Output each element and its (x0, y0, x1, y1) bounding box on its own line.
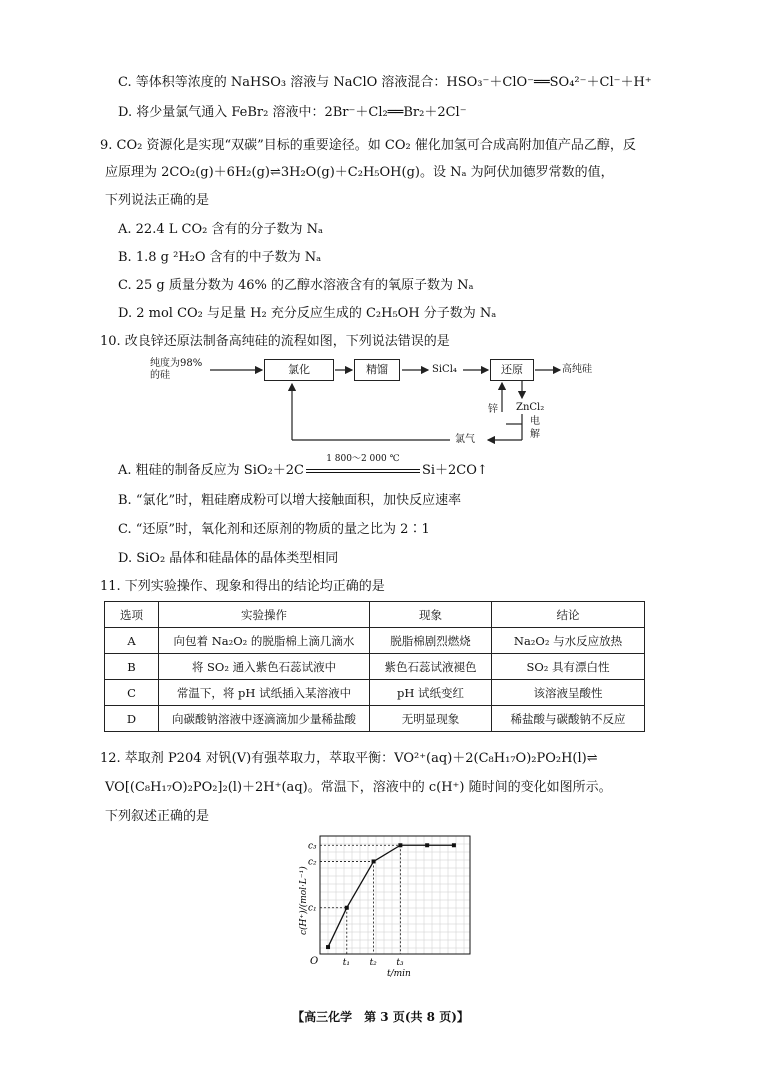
reaction-condition: 1 800～2 000 ℃ (326, 454, 400, 464)
flow-output: 高纯硅 (562, 364, 592, 375)
cell-operation: 向包着 Na₂O₂ 的脱脂棉上滴几滴水 (159, 628, 370, 654)
q8-option-c: C. 等体积等浓度的 NaHSO₃ 溶液与 NaClO 溶液混合：HSO₃⁻＋ClO⁻══SO₄²⁻＋Cl⁻＋H⁺ (118, 75, 652, 90)
chart-ticks (308, 841, 404, 968)
table-header-row (105, 602, 645, 628)
table-row (105, 706, 645, 732)
cell-operation: 向碳酸钠溶液中逐滴滴加少量稀盐酸 (159, 706, 370, 732)
chart-point (372, 859, 376, 863)
cell-phenomenon: 紫色石蕊试液褪色 (370, 654, 492, 680)
q9-stem-line2: 应原理为 2CO₂(g)＋6H₂(g)⇌3H₂O(g)＋C₂H₅OH(g)。设 Nₐ 为阿伏加德罗常数的值， (105, 165, 614, 180)
reaction-condition-arrow (304, 454, 422, 480)
chart-origin-label: O (310, 956, 319, 967)
x-tick-label: t₂ (369, 958, 377, 968)
table-row (105, 680, 645, 706)
cell-conclusion: SO₂ 具有漂白性 (492, 654, 645, 680)
flow-electrolysis-1: 电 (530, 416, 540, 427)
flow-box-distillation: 精馏 (354, 359, 400, 381)
q12-stem-line1: 12. 萃取剂 P204 对钒(Ⅴ)有强萃取力，萃取平衡：VO²⁺(aq)＋2(C₈H₁₇O)₂PO₂H(l)⇌ (100, 751, 598, 766)
flow-electrolysis-2: 解 (530, 429, 540, 440)
q9-stem-line1: 9. CO₂ 资源化是实现“双碳”目标的重要途径。如 CO₂ 催化加氢可合成高附加值产品乙醇，反 (100, 138, 636, 153)
q12-stem-line3: 下列叙述正确的是 (105, 809, 210, 824)
chart-point (452, 843, 456, 847)
chart-point (425, 843, 429, 847)
q11-stem: 11. 下列实验操作、现象和得出的结论均正确的是 (100, 579, 385, 594)
cell-conclusion: 稀盐酸与碳酸钠不反应 (492, 706, 645, 732)
hplus-time-chart (296, 828, 482, 978)
chart-point (326, 945, 330, 949)
q10-option-d: D. SiO₂ 晶体和硅晶体的晶体类型相同 (118, 551, 339, 566)
header-operation: 实验操作 (159, 602, 370, 628)
q10-option-a (118, 454, 488, 480)
chart-x-label: t/min (387, 969, 411, 978)
q10-option-b: B. “氯化”时，粗硅磨成粉可以增大接触面积，加快反应速率 (118, 493, 462, 508)
q10-stem: 10. 改良锌还原法制备高纯硅的流程如图，下列说法错误的是 (100, 334, 450, 349)
chart-y-label: c(H⁺)/(mol·L⁻¹) (299, 866, 309, 935)
process-flowchart (150, 352, 620, 452)
header-conclusion: 结论 (492, 602, 645, 628)
chart-points (326, 843, 456, 949)
q9-option-b: B. 1.8 g ²H₂O 含有的中子数为 Nₐ (118, 250, 322, 265)
flow-input-line1: 纯度为98% (150, 358, 203, 369)
table-row (105, 628, 645, 654)
table-row (105, 654, 645, 680)
header-option: 选项 (105, 602, 159, 628)
flow-zinc: 锌 (488, 404, 498, 415)
q9-option-d: D. 2 mol CO₂ 与足量 H₂ 充分反应生成的 C₂H₅OH 分子数为 Nₐ (118, 306, 497, 321)
flow-sicl4: SiCl₄ (432, 364, 457, 375)
page-footer: 【高三化学 第 3 页(共 8 页)】 (292, 1010, 469, 1024)
q8-option-d: D. 将少量氯气通入 FeBr₂ 溶液中：2Br⁻＋Cl₂══Br₂＋2Cl⁻ (118, 105, 467, 120)
q10-option-a-rhs: Si＋2CO↑ (421, 463, 488, 478)
cell-phenomenon: 脱脂棉剧烈燃烧 (370, 628, 492, 654)
q10-option-c: C. “还原”时，氧化剂和还原剂的物质的量之比为 2∶1 (118, 522, 430, 537)
x-tick-label: t₃ (396, 958, 404, 968)
flow-input-line2: 的硅 (150, 370, 170, 381)
q9-option-a: A. 22.4 L CO₂ 含有的分子数为 Nₐ (118, 222, 323, 237)
chart-grid (320, 836, 470, 954)
header-phenomenon: 现象 (370, 602, 492, 628)
flow-chlorine: 氯气 (455, 434, 475, 445)
chart-frame (320, 836, 470, 954)
y-tick-label: c₁ (308, 903, 317, 914)
cell-option: B (105, 654, 159, 680)
cell-option: D (105, 706, 159, 732)
q9-option-c: C. 25 g 质量分数为 46% 的乙醇水溶液含有的氧原子数为 Nₐ (118, 278, 474, 293)
q12-stem-line2: VO[(C₈H₁₇O)₂PO₂]₂(l)＋2H⁺(aq)。常温下，溶液中的 c(H⁺) 随时间的变化如图所示。 (105, 780, 612, 795)
q9-stem-line3: 下列说法正确的是 (105, 193, 210, 208)
experiment-table (104, 601, 645, 732)
cell-phenomenon: pH 试纸变红 (370, 680, 492, 706)
cell-option: C (105, 680, 159, 706)
flow-box-reduction: 还原 (490, 359, 534, 381)
chart-point (398, 843, 402, 847)
y-tick-label: c₃ (308, 841, 317, 852)
chart-point (345, 906, 349, 910)
flow-zncl2: ZnCl₂ (516, 402, 545, 413)
cell-conclusion: 该溶液呈酸性 (492, 680, 645, 706)
cell-operation: 常温下，将 pH 试纸插入某溶液中 (159, 680, 370, 706)
x-tick-label: t₁ (342, 958, 351, 968)
cell-conclusion: Na₂O₂ 与水反应放热 (492, 628, 645, 654)
cell-phenomenon: 无明显现象 (370, 706, 492, 732)
cell-option: A (105, 628, 159, 654)
q10-option-a-lhs: A. 粗硅的制备反应为 SiO₂＋2C (118, 463, 304, 478)
y-tick-label: c₂ (308, 857, 317, 868)
flow-box-chlorination: 氯化 (264, 359, 334, 381)
cell-operation: 将 SO₂ 通入紫色石蕊试液中 (159, 654, 370, 680)
